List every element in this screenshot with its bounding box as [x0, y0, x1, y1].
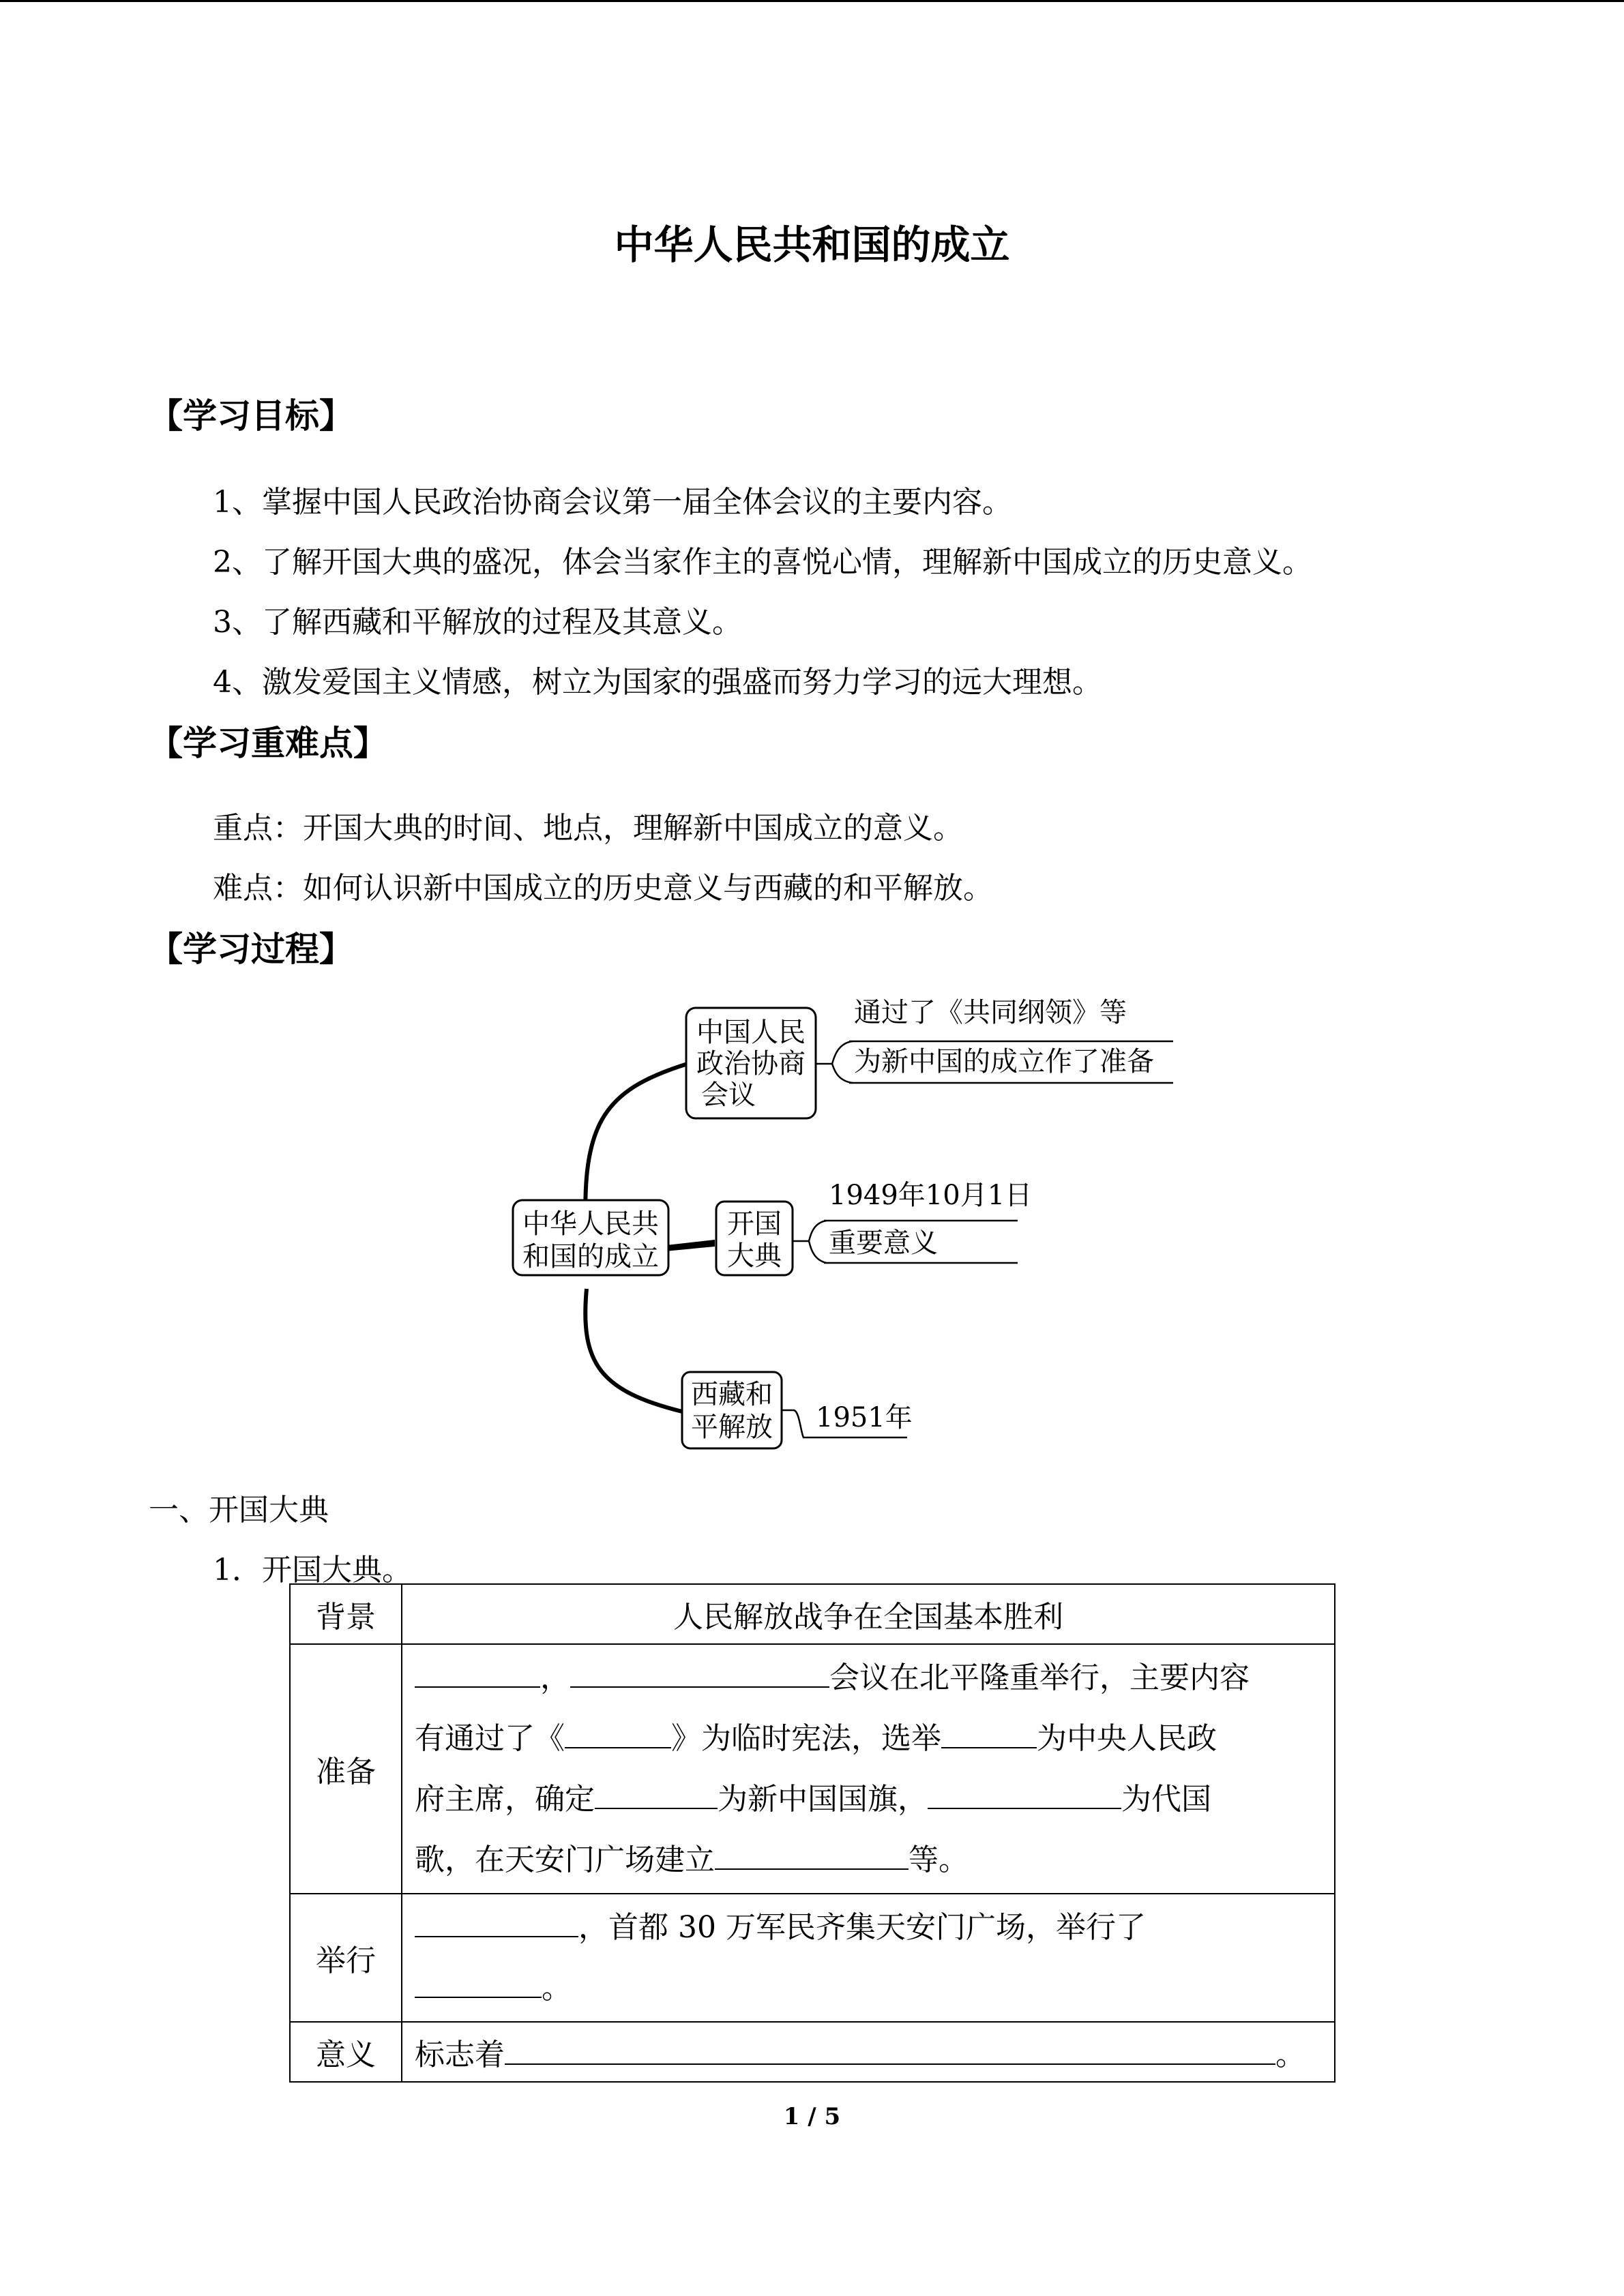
branch-cppcc-item-2: 为新中国的成立作了准备 [854, 1046, 1154, 1077]
branch-ceremony-brace [809, 1221, 827, 1263]
branch-cppcc-brace [832, 1041, 853, 1083]
label-background: 背景 [290, 1584, 402, 1644]
page-title: 中华人民共和国的成立 [614, 222, 1010, 268]
table-row [290, 1584, 1335, 1644]
blank-7[interactable] [715, 1841, 909, 1870]
branch-tibet-item-1: 1951年 [816, 1402, 913, 1433]
key-point-item: 重点：开国大典的时间、地点，理解新中国成立的意义。 [213, 811, 963, 846]
part-one-sub: 1．开国大典。 [213, 1553, 412, 1587]
label-held: 举行 [290, 1894, 402, 2022]
text-background: 人民解放战争在全国基本胜利 [402, 1584, 1335, 1644]
blank-2[interactable] [570, 1659, 829, 1688]
mindmap-center-line-1: 中华人民共 [522, 1208, 659, 1240]
part-one-heading: 一、开国大典 [149, 1493, 329, 1527]
blank-10[interactable] [505, 2036, 1275, 2065]
branch-ceremony-item-2: 重要意义 [829, 1227, 938, 1259]
branch-cppcc-line-1: 中国人民 [696, 1017, 806, 1048]
label-meaning: 意义 [290, 2022, 402, 2082]
cell-held: ，首都 30 万军民齐集天安门广场，举行了 。 [402, 1894, 1335, 2022]
branch-tibet-line-1: 西藏和 [691, 1379, 773, 1410]
branch-ceremony-line-2: 大典 [727, 1240, 782, 1272]
blank-1[interactable] [415, 1659, 540, 1688]
blank-6[interactable] [928, 1780, 1121, 1809]
objective-item-3: 3、了解西藏和平解放的过程及其意义。 [213, 605, 742, 640]
blank-5[interactable] [595, 1780, 718, 1809]
cell-preparation: ， 会议在北平隆重举行，主要内容 有通过了《 》为临时宪法，选举 为中央人民政 府主席，确定 为新中国国旗， 为代国 歌，在天安门广场建立 等。 [402, 1644, 1335, 1894]
blank-4[interactable] [941, 1720, 1037, 1748]
process-heading: 【学习过程】 [149, 929, 353, 969]
objective-item-1: 1、掌握中国人民政治协商会议第一届全体会议的主要内容。 [213, 485, 1012, 520]
key-points-heading: 【学习重难点】 [149, 724, 387, 763]
objectives-heading: 【学习目标】 [149, 396, 353, 436]
branch-cppcc-line-2: 政治协商 [696, 1048, 806, 1079]
label-preparation: 准备 [290, 1644, 402, 1894]
table-row [290, 1644, 1335, 1894]
table-row [290, 1894, 1335, 2022]
page-number: 1 / 5 [783, 2103, 841, 2130]
connector-tibet [585, 1289, 682, 1412]
blank-3[interactable] [565, 1720, 671, 1748]
branch-tibet-line-2: 平解放 [691, 1412, 773, 1443]
branch-cppcc-item-1: 通过了《共同纲领》等 [854, 997, 1127, 1028]
branch-cppcc-line-3: 会议 [701, 1079, 756, 1111]
objective-item-2: 2、了解开国大典的盛况，体会当家作主的喜悦心情，理解新中国成立的历史意义。 [213, 545, 1312, 580]
blank-9[interactable] [415, 1969, 542, 1998]
blank-8[interactable] [415, 1909, 578, 1937]
difficult-point-item: 难点：如何认识新中国成立的历史意义与西藏的和平解放。 [213, 871, 993, 906]
cell-meaning: 标志着 。 [402, 2022, 1335, 2082]
objective-item-4: 4、激发爱国主义情感，树立为国家的强盛而努力学习的远大理想。 [213, 665, 1102, 700]
ceremony-table [289, 1583, 1335, 2083]
table-row [290, 2022, 1335, 2082]
branch-ceremony-line-1: 开国 [727, 1208, 782, 1240]
mindmap-center-line-2: 和国的成立 [522, 1241, 659, 1272]
branch-ceremony-item-1: 1949年10月1日 [829, 1180, 1033, 1211]
